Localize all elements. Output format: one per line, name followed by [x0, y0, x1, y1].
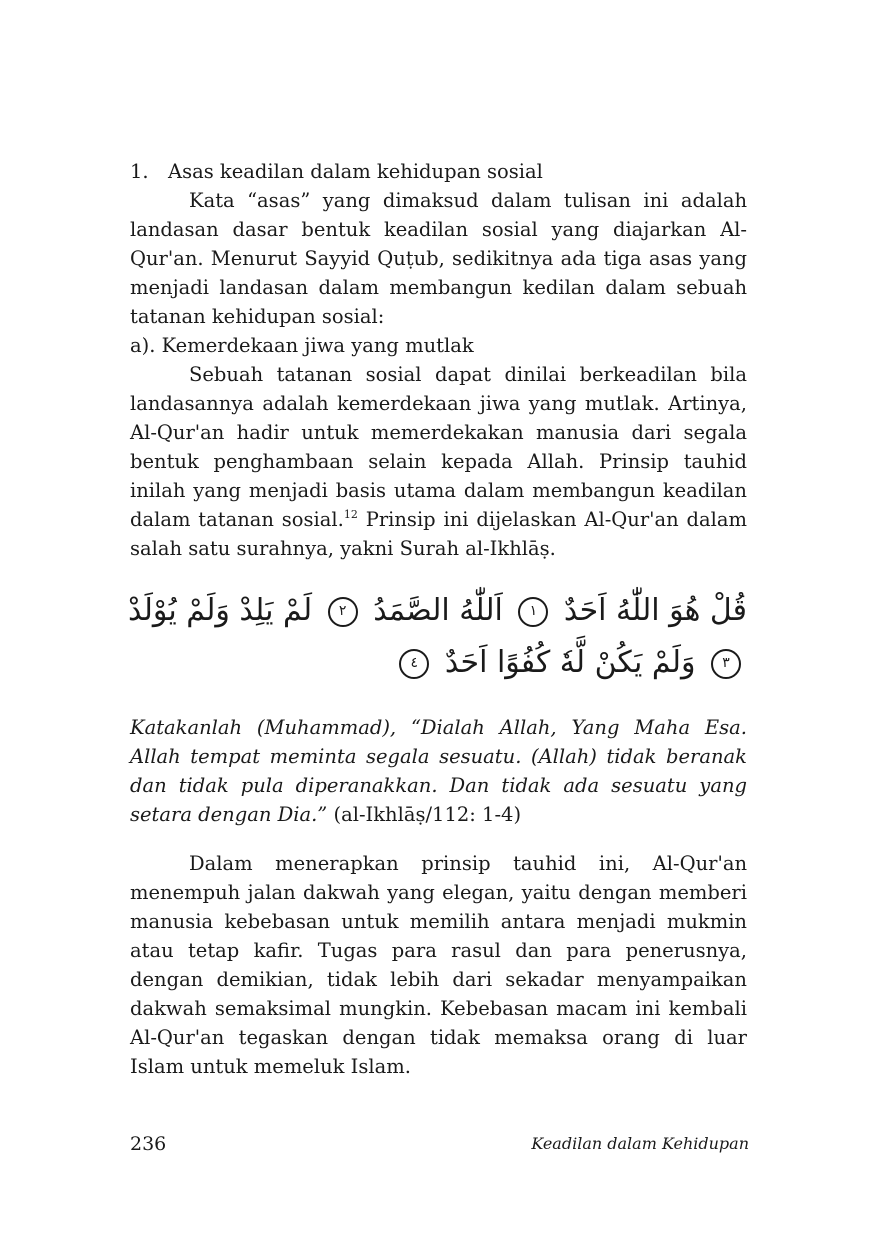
ayah-marker-3: ٣ — [711, 649, 741, 679]
page-number: 236 — [130, 1133, 167, 1155]
verse-1: قُلْ هُوَ اللّٰهُ اَحَدٌ — [563, 593, 747, 628]
ayah-marker-4: ٤ — [399, 649, 429, 679]
translation-citation: (al-Ikhlāṣ/112: 1-4) — [327, 803, 522, 826]
verse-3: لَمْ يَلِدْ وَلَمْ يُوْلَدْ — [128, 593, 313, 628]
translation-text: Katakanlah (Muhammad), “Dialah Allah, Yang Maha Esa. Allah tempat meminta segala sesuatu. (Allah) tidak beranak dan tidak pula diperanakkan. Dan tidak ada sesuatu yang setara dengan Dia.” — [130, 716, 747, 826]
page-content — [130, 157, 747, 1081]
ayah-marker-1: ١ — [518, 597, 548, 627]
quran-line-1 — [130, 585, 747, 637]
verse-2: اَللّٰهُ الصَّمَدُ — [373, 593, 503, 628]
paragraph-b: Dalam menerapkan prinsip tauhid ini, Al-Qur'an menempuh jalan dakwah yang elegan, yaitu dengan memberi manusia kebebasan untuk memilih antara menjadi mukmin atau tetap kafir. Tugas para rasul dan para penerusnya, dengan demikian, tidak lebih dari sekadar menyampaikan dakwah semaksimal mungkin. Kebebasan macam ini kembali Al-Qur'an tegaskan dengan tidak memaksa orang di luar Islam untuk memeluk Islam. — [130, 851, 747, 1078]
intro-paragraph: Kata “asas” yang dimaksud dalam tulisan ini adalah landasan dasar bentuk keadilan sosial yang diajarkan Al-Qur'an. Menurut Sayyid Quṭub, sedikitnya ada tiga asas yang menjadi landasan dalam membangun kedilan dalam sebuah tatanan kehidupan sosial: — [130, 189, 747, 328]
section-number: 1. — [130, 160, 149, 183]
paragraph-a-text: Sebuah tatanan sosial dapat dinilai berkeadilan bila landasannya adalah kemerdekaan jiwa yang mutlak. Artinya, Al-Qur'an hadir untuk memerdekakan manusia dari segala bentuk penghambaan selain kepada Allah. Prinsip tauhid inilah yang menjadi basis utama dalam membangun keadilan dalam tatanan sosial. — [130, 363, 747, 531]
subsection-heading: a). Kemerdekaan jiwa yang mutlak — [130, 334, 474, 357]
paragraph-a-text-end: Prinsip ini dijelaskan Al-Qur'an dalam salah satu surahnya, yakni Surah al-Ikhlāṣ. — [130, 508, 747, 560]
footnote-ref[interactable]: 12 — [343, 508, 358, 521]
ayah-marker-2: ٢ — [328, 597, 358, 627]
verse-4: وَلَمْ يَكُنْ لَّهٗ كُفُوًا اَحَدٌ — [444, 645, 696, 680]
paragraph-a — [130, 360, 747, 563]
running-title: Keadilan dalam Kehidupan — [531, 1134, 749, 1153]
section-heading — [130, 157, 747, 186]
quran-verses — [130, 585, 747, 697]
verse-translation — [130, 713, 747, 829]
quran-line-2 — [130, 637, 747, 689]
section-title: Asas keadilan dalam kehidupan sosial — [168, 160, 543, 183]
